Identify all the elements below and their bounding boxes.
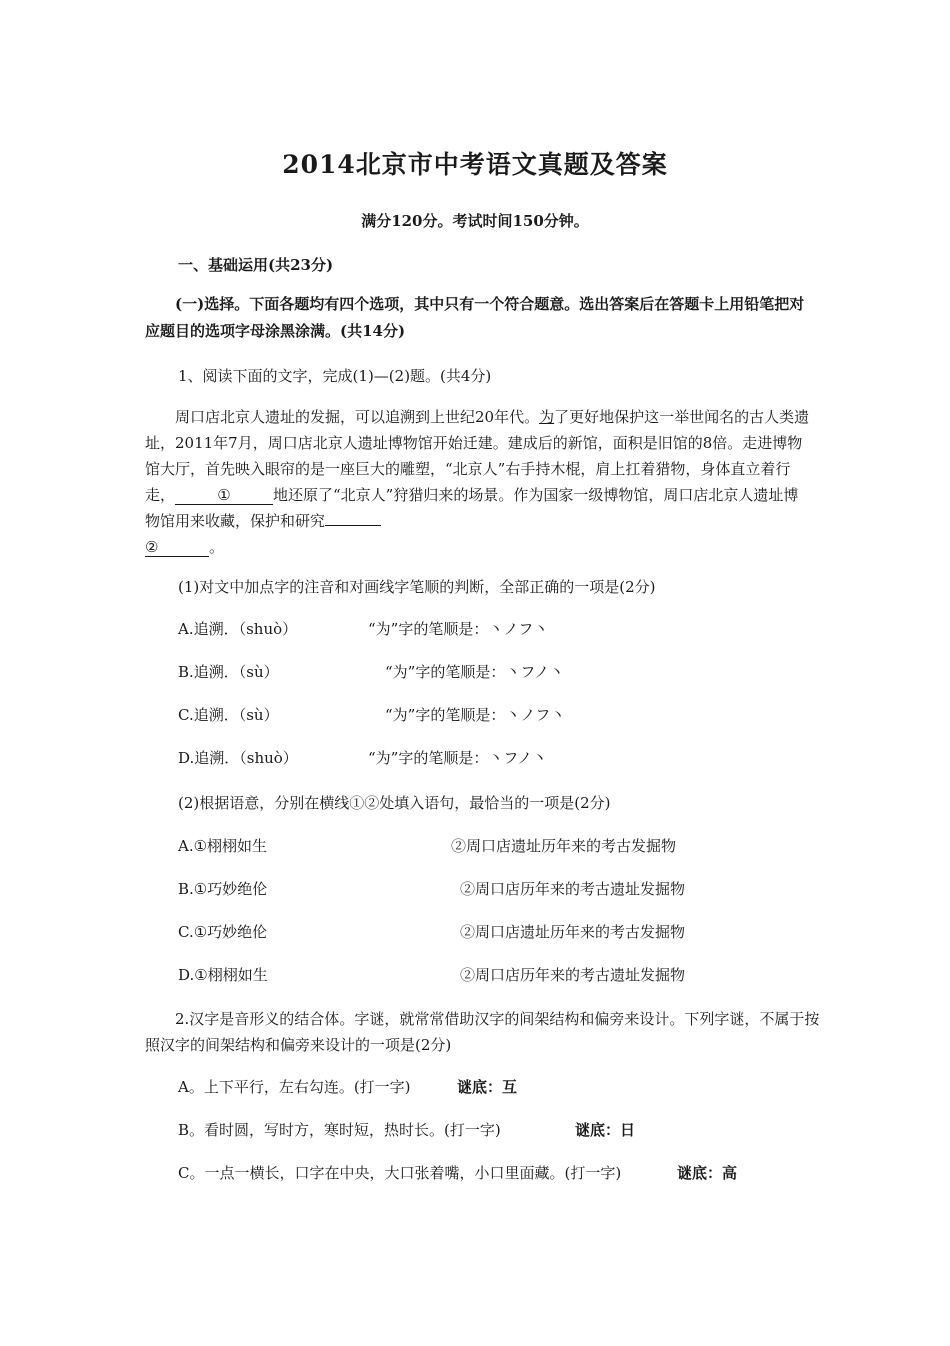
passage-text: 地还原了“北京人”狩猎归来的场景。作为国家一级博物馆，周口店北京人遗址博物馆用来收藏，保护和研究 xyxy=(145,486,799,530)
exam-info: 满分120分。考试时间150分钟。 xyxy=(361,212,589,230)
reading-passage xyxy=(145,404,810,560)
option-a: A.①栩栩如生 xyxy=(178,837,268,855)
blank-2-line xyxy=(325,525,381,526)
option-d: D.追溯．（shuò） xyxy=(178,749,298,767)
passage-text: 了更好地保护这一举世闻名的古人类遗址，2011年7月，周口店北京人遗址博物馆开始迁建。建成后的新馆，面积是旧馆的8倍。走进博物馆大厅，首先映入眼帘的是一座巨大的雕塑，“北京人”右手持木棍，肩上扛着猎物，身体直立着行走， xyxy=(145,408,810,504)
passage-text: 。 xyxy=(209,538,225,556)
option-a: A。上下平行，左右勾连。(打一字) xyxy=(178,1078,411,1096)
option-c-stroke: “为”字的笔顺是：丶ノフ丶 xyxy=(385,706,566,724)
option-c: C.追溯．（sù） xyxy=(178,706,279,724)
option-c: C。一点一横长，口字在中央，大口张着嘴，小口里面藏。(打一字) xyxy=(178,1164,622,1182)
section-heading: 一、基础运用(共23分) xyxy=(178,256,334,274)
underlined-character: 为 xyxy=(539,408,555,426)
option-a-stroke: “为”字的笔顺是：丶ノフ丶 xyxy=(368,620,549,638)
question-2-stem: 2.汉字是音形义的结合体。字谜，就常常借助汉字的间架结构和偏旁来设计。下列字谜，不属于按照汉字的间架结构和偏旁来设计的一项是(2分) xyxy=(145,1010,820,1054)
option-b-answer: 谜底：日 xyxy=(575,1121,636,1139)
part-instruction: (一)选择。下面各题均有四个选项，其中只有一个符合题意。选出答案后在答题卡上用铅笔把对应题目的选项字母涂黑涂满。(共14分) xyxy=(145,295,805,340)
option-d-stroke: “为”字的笔顺是：丶フノ丶 xyxy=(368,749,548,767)
option-d: D.①栩栩如生 xyxy=(178,966,268,984)
question-1-stem: 1、阅读下面的文字，完成(1)—(2)题。(共4分) xyxy=(178,367,492,385)
option-d-phrase: ②周口店历年来的考古遗址发掘物 xyxy=(460,966,686,984)
option-a: A.追溯．（shuò） xyxy=(178,620,298,638)
document-title: 2014北京市中考语文真题及答案 xyxy=(282,150,668,179)
option-a-phrase: ②周口店遗址历年来的考古发掘物 xyxy=(451,837,677,855)
question-1-2-stem: (2)根据语意，分别在横线①②处填入语句，最恰当的一项是(2分) xyxy=(178,794,611,812)
option-b: B.①巧妙绝伦 xyxy=(178,880,268,898)
option-b: B。看时圆，写时方，寒时短，热时长。(打一字) xyxy=(178,1121,501,1139)
option-b-stroke: “为”字的笔顺是：丶フノ丶 xyxy=(385,663,565,681)
blank-1: ① xyxy=(175,486,273,505)
question-1-1-stem: (1)对文中加点字的注音和对画线字笔顺的判断，全部正确的一项是(2分) xyxy=(178,578,656,596)
option-c: C.①巧妙绝伦 xyxy=(178,923,268,941)
option-b-phrase: ②周口店历年来的考古遗址发掘物 xyxy=(460,880,686,898)
option-a-answer: 谜底：互 xyxy=(457,1078,518,1096)
option-c-answer: 谜底：高 xyxy=(677,1164,738,1182)
passage-text: 周口店北京人遗址的发掘，可以追溯到上世纪20年代。 xyxy=(175,408,540,426)
option-c-phrase: ②周口店遗址历年来的考古发掘物 xyxy=(460,923,686,941)
blank-2: ② xyxy=(145,538,209,557)
option-b: B.追溯．（sù） xyxy=(178,663,279,681)
